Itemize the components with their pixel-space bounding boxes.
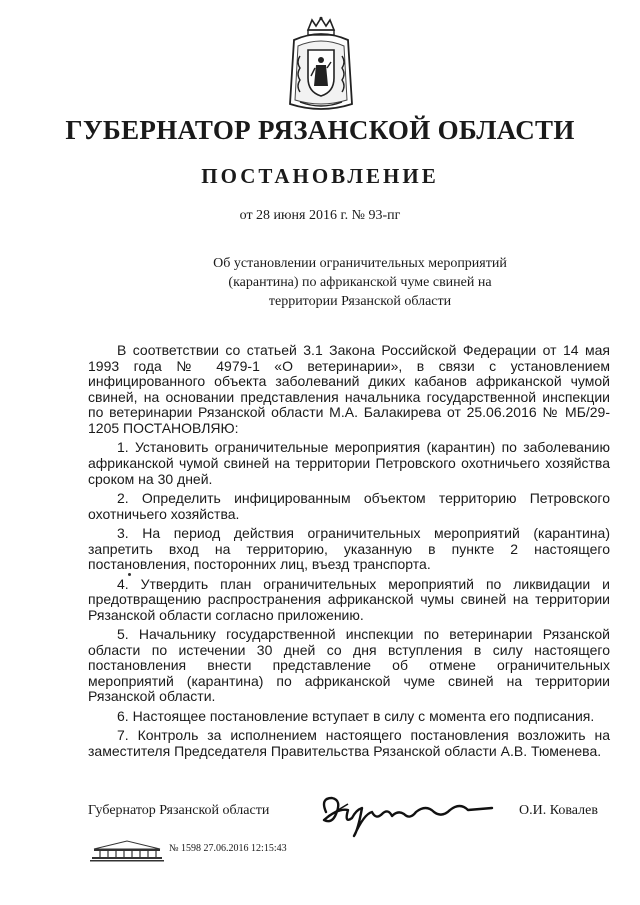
scan-speck bbox=[128, 573, 131, 576]
coat-of-arms-emblem bbox=[286, 16, 356, 114]
signatory-position: Губернатор Рязанской области bbox=[88, 803, 270, 818]
issuer-title: ГУБЕРНАТОР РЯЗАНСКОЙ ОБЛАСТИ bbox=[65, 115, 575, 145]
registry-stamp-icon bbox=[88, 838, 166, 862]
clause-6: 6. Настоящее постановление вступает в силу с момента его подписания. bbox=[117, 707, 595, 724]
clause-3: 3. На период действия ограничительных мероприятий (карантина) запретить вход на территорию, указанную в пункте 2 настоящего постановления, посторонних лиц, въезд транспорта. bbox=[88, 524, 610, 573]
subject-line: Об установлении ограничительных мероприятий bbox=[213, 256, 507, 271]
clause-1: 1. Установить ограничительные мероприятия (карантин) по заболеванию африканской чумой свиней на территории Петровского охотничьего хозяйства сроком на 30 дней. bbox=[88, 439, 610, 487]
preamble-paragraph: В соответствии со статьей 3.1 Закона Российской Федерации от 14 мая 1993 года № 4979-1 «О ветеринарии», в связи с установлением инфицированного объекта заболеваний диких кабанов африканской чумой свиней, на основании представления начальника государственной инспекции по ветеринарии Рязанской области М.А. Балакирева от 25.06.2016 № МБ/29-1205 ПОСТАНОВЛЯЮ: bbox=[88, 342, 610, 436]
clause-4: 4. Утвердить план ограничительных мероприятий по ликвидации и предотвращению распространения африканской чумы свиней на территории Рязанской области согласно приложению. bbox=[88, 575, 610, 623]
document-type: ПОСТАНОВЛЕНИЕ bbox=[201, 164, 439, 188]
handwritten-signature bbox=[318, 790, 496, 838]
document-date-number: от 28 июня 2016 г. № 93-пг bbox=[239, 208, 401, 223]
subject-line: территории Рязанской области bbox=[268, 294, 452, 309]
clause-2: 2. Определить инфицированным объектом территорию Петровского охотничьего хозяйства. bbox=[88, 489, 610, 522]
signatory-name: О.И. Ковалев bbox=[519, 803, 598, 818]
registration-number: № 1598 27.06.2016 12:15:43 bbox=[169, 843, 287, 854]
subject-line: (карантина) по африканской чуме свиней на bbox=[228, 275, 492, 290]
clause-5: 5. Начальнику государственной инспекции по ветеринарии Рязанской области по истечении 30 дней со дня вступления в силу настоящего постановления внести представление об отмене ограничительных мероприятий (карантина) по африканской чуме свиней на территории Рязанской области. bbox=[88, 626, 610, 705]
document-body bbox=[88, 343, 610, 763]
clause-7: 7. Контроль за исполнением настоящего постановления возложить на заместителя Председателя Правительства Рязанской области А.В. Тюменева. bbox=[88, 727, 610, 759]
document-subject bbox=[190, 254, 530, 311]
